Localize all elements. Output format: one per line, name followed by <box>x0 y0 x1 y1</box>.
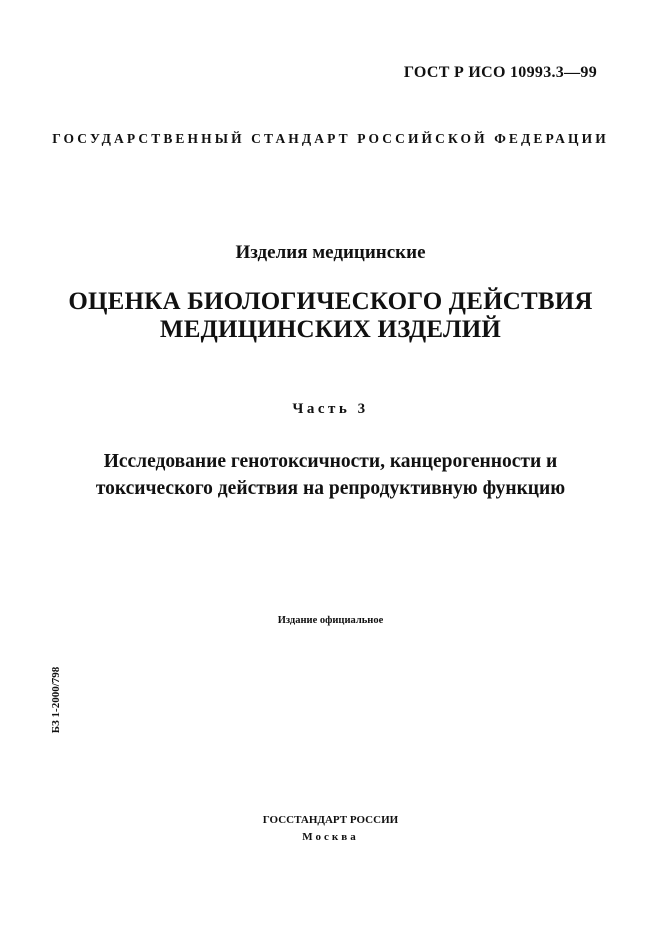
publisher-block <box>0 812 661 846</box>
edition-note: Издание официальное <box>277 615 384 626</box>
publisher-name: ГОССТАНДАРТ РОССИИ <box>262 814 399 826</box>
subtitle-line-1: Исследование генотоксичности, канцерогенности и <box>103 451 558 472</box>
side-code: БЗ 1-2000/798 <box>50 666 62 734</box>
publisher-city: Москва <box>302 831 359 843</box>
subtitle <box>0 448 661 502</box>
state-standard-heading: ГОСУДАРСТВЕННЫЙ СТАНДАРТ РОССИЙСКОЙ ФЕДЕРАЦИИ <box>52 131 609 146</box>
main-title-line-1: ОЦЕНКА БИОЛОГИЧЕСКОГО ДЕЙСТВИЯ <box>68 288 593 315</box>
subtitle-line-2: токсического действия на репродуктивную функцию <box>95 478 566 499</box>
main-title <box>0 288 661 344</box>
part-label: Часть 3 <box>292 401 369 417</box>
standard-designation: ГОСТ Р ИСО 10993.3—99 <box>403 64 597 81</box>
group-title: Изделия медицинские <box>235 242 426 263</box>
main-title-line-2: МЕДИЦИНСКИХ ИЗДЕЛИЙ <box>159 316 502 343</box>
